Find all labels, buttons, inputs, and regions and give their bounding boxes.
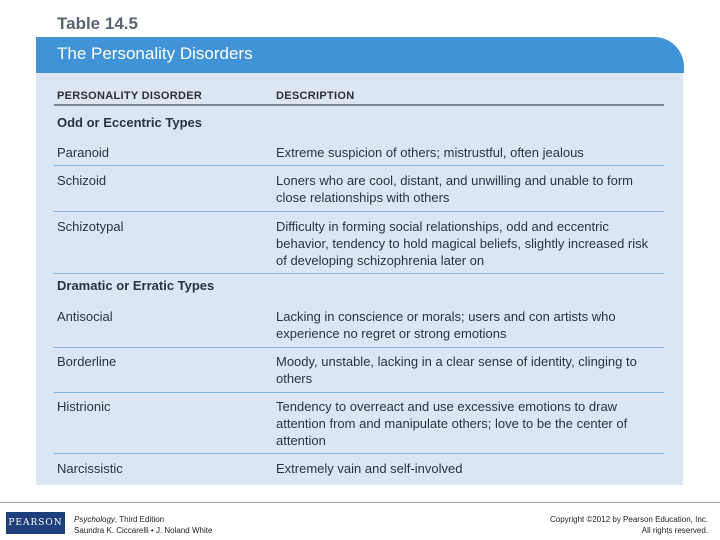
disorder-name: Schizoid — [57, 173, 107, 188]
book-edition: , Third Edition — [114, 515, 165, 524]
column-header-disorder: PERSONALITY DISORDER — [57, 90, 203, 102]
header-rule — [54, 104, 664, 106]
disorder-description: Extreme suspicion of others; mistrustful, often jealous — [276, 145, 584, 160]
disorder-name: Schizotypal — [57, 219, 124, 234]
rights-line: All rights reserved. — [641, 526, 708, 535]
book-title: Psychology — [74, 515, 115, 524]
row-divider — [54, 211, 664, 212]
group-heading-odd-eccentric: Odd or Eccentric Types — [57, 115, 202, 130]
copyright-line: Copyright ©2012 by Pearson Education, Inc. — [550, 515, 708, 524]
table-title: The Personality Disorders — [57, 44, 253, 63]
pearson-logo: PEARSON — [6, 512, 65, 534]
disorder-description: Extremely vain and self-involved — [276, 461, 463, 476]
disorder-description: Lacking in conscience or morals; users and con artists who experience no regret or strong emotions — [276, 309, 616, 341]
footer-divider — [0, 502, 720, 503]
disorder-description: Loners who are cool, distant, and unwilling and unable to form close relationships with others — [276, 173, 633, 205]
disorder-description: Difficulty in forming social relationships, odd and eccentric behavior, tendency to hold magical beliefs, slightly increased risk of developing schizophrenia later on — [276, 219, 649, 268]
row-divider — [54, 347, 664, 348]
group-heading-dramatic-erratic: Dramatic or Erratic Types — [57, 278, 215, 293]
copyright-notice — [550, 514, 708, 536]
personality-disorders-table — [36, 73, 683, 485]
disorder-name: Narcissistic — [57, 461, 123, 476]
book-citation — [74, 514, 212, 536]
table-title-bar — [36, 37, 684, 73]
column-header-description: DESCRIPTION — [276, 90, 355, 102]
disorder-description: Moody, unstable, lacking in a clear sense of identity, clinging to others — [276, 354, 637, 386]
disorder-name: Borderline — [57, 354, 117, 369]
book-authors: Saundra K. Ciccarelli • J. Noland White — [74, 526, 213, 535]
row-divider — [54, 165, 664, 166]
table-label: Table 14.5 — [57, 14, 138, 33]
disorder-name: Paranoid — [57, 145, 110, 160]
row-divider — [54, 392, 664, 393]
disorder-name: Antisocial — [57, 309, 113, 324]
disorder-name: Histrionic — [57, 399, 111, 414]
row-divider — [54, 273, 664, 274]
disorder-description: Tendency to overreact and use excessive emotions to draw attention from and manipulate others; love to be the center of attention — [276, 399, 628, 448]
row-divider — [54, 453, 664, 454]
